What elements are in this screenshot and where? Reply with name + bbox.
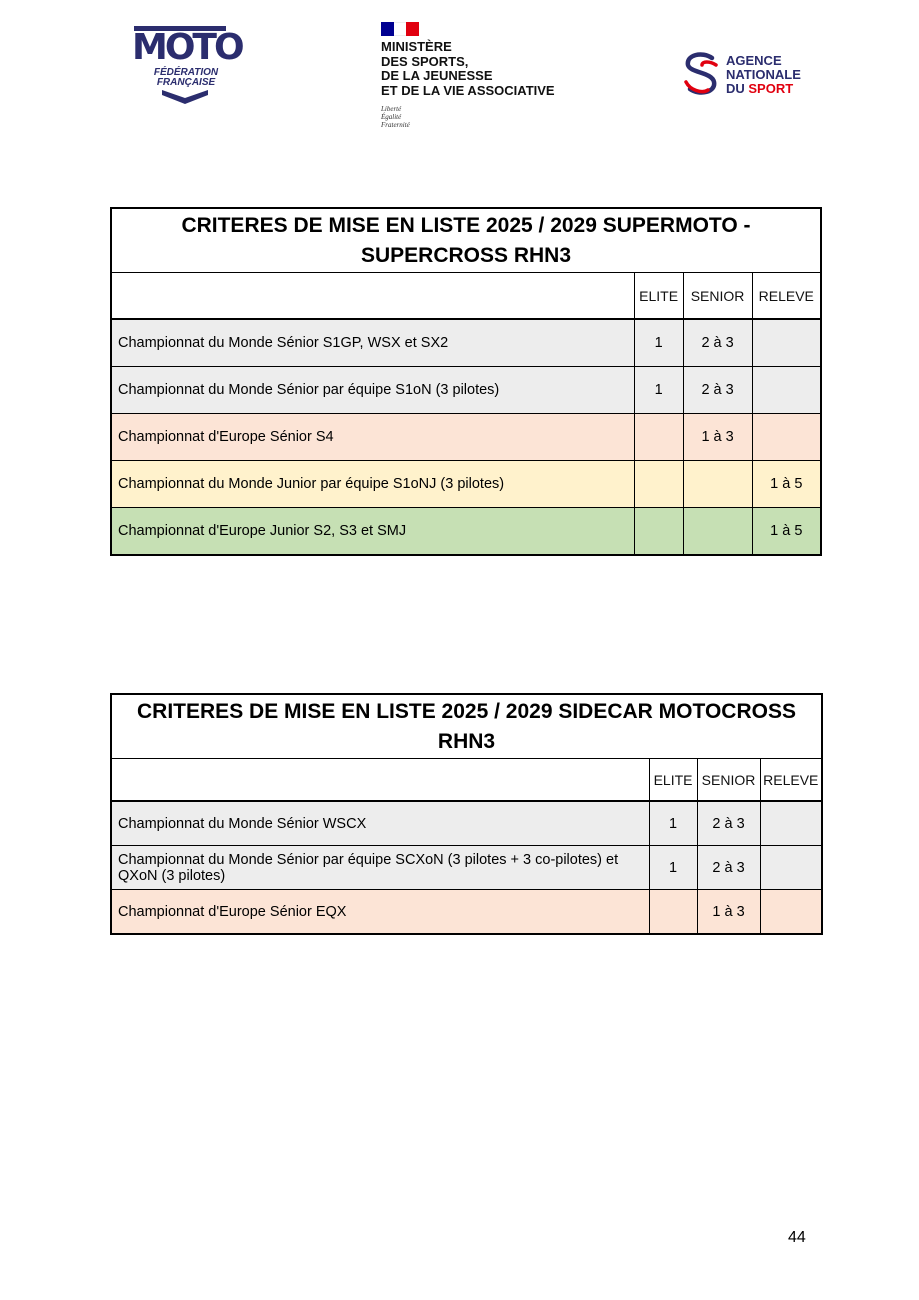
- row-label: Championnat du Monde Sénior par équipe S1oN (3 pilotes): [111, 367, 634, 414]
- ans-line1: AGENCE: [726, 53, 782, 68]
- row-elite: 1: [649, 846, 697, 890]
- french-flag-icon: [381, 22, 419, 36]
- row-label: Championnat d'Europe Sénior EQX: [111, 890, 649, 935]
- row-label: Championnat du Monde Sénior S1GP, WSX et SX2: [111, 319, 634, 367]
- row-label: Championnat du Monde Sénior WSCX: [111, 801, 649, 846]
- criteria-table-supermoto: [110, 207, 822, 556]
- table-header-row: [111, 759, 822, 802]
- ffm-logo-line1: FÉDÉRATION: [153, 67, 219, 78]
- row-senior: 2 à 3: [697, 801, 760, 846]
- row-elite: [634, 414, 683, 461]
- row-releve: [760, 846, 822, 890]
- row-elite: [634, 508, 683, 556]
- row-releve: [752, 367, 821, 414]
- header-releve: RELEVE: [752, 273, 821, 320]
- row-senior: [683, 508, 752, 556]
- ffm-logo-word: MOTO: [132, 27, 242, 68]
- header-senior: SENIOR: [697, 759, 760, 802]
- row-label: Championnat d'Europe Junior S2, S3 et SMJ: [111, 508, 634, 556]
- row-releve: [752, 414, 821, 461]
- row-senior: 2 à 3: [683, 319, 752, 367]
- ans-logo: [682, 52, 822, 102]
- page-number: 44: [788, 1229, 806, 1246]
- ffm-logo-subtitle: [146, 68, 226, 88]
- ans-line3-prefix: DU: [726, 81, 749, 96]
- header-elite: ELITE: [634, 273, 683, 320]
- row-senior: 2 à 3: [683, 367, 752, 414]
- row-releve: 1 à 5: [752, 461, 821, 508]
- ans-name: [726, 54, 801, 96]
- chevron-down-icon: [162, 90, 208, 104]
- table-row: [111, 890, 822, 935]
- row-senior: 1 à 3: [683, 414, 752, 461]
- ans-s-icon: [682, 52, 722, 100]
- table-row: [111, 846, 822, 890]
- row-releve: [752, 319, 821, 367]
- table-row: [111, 414, 821, 461]
- row-senior: 1 à 3: [697, 890, 760, 935]
- ministere-name: MINISTÈRE DES SPORTS, DE LA JEUNESSE ET DE LA VIE ASSOCIATIVE: [381, 39, 555, 98]
- row-senior: [683, 461, 752, 508]
- row-elite: [649, 890, 697, 935]
- row-elite: 1: [634, 319, 683, 367]
- table-row: [111, 508, 821, 556]
- ffm-logo: [128, 24, 240, 106]
- ministere-motto: Liberté Égalité Fraternité: [381, 105, 410, 129]
- row-senior: 2 à 3: [697, 846, 760, 890]
- ans-line3-accent: SPORT: [748, 81, 794, 96]
- row-label: Championnat du Monde Sénior par équipe SCXoN (3 pilotes + 3 co-pilotes) et QXoN (3 pilotes): [111, 846, 649, 890]
- ans-line2: NATIONALE: [726, 67, 801, 82]
- row-releve: [760, 801, 822, 846]
- table-title: CRITERES DE MISE EN LISTE 2025 / 2029 SUPERMOTO - SUPERCROSS RHN3: [111, 208, 821, 273]
- row-elite: 1: [649, 801, 697, 846]
- header-senior: SENIOR: [683, 273, 752, 320]
- header-elite: ELITE: [649, 759, 697, 802]
- row-elite: [634, 461, 683, 508]
- ffm-logo-line2: FRANÇAISE: [156, 77, 216, 88]
- row-label: Championnat d'Europe Sénior S4: [111, 414, 634, 461]
- row-releve: [760, 890, 822, 935]
- header-releve: RELEVE: [760, 759, 822, 802]
- table-header-row: [111, 273, 821, 320]
- table-row: [111, 367, 821, 414]
- ministere-logo: [381, 22, 591, 137]
- row-releve: 1 à 5: [752, 508, 821, 556]
- table-row: [111, 319, 821, 367]
- row-elite: 1: [634, 367, 683, 414]
- table-row: [111, 801, 822, 846]
- header-cell-empty: [111, 759, 649, 802]
- row-label: Championnat du Monde Junior par équipe S1oNJ (3 pilotes): [111, 461, 634, 508]
- table-title: CRITERES DE MISE EN LISTE 2025 / 2029 SIDECAR MOTOCROSS RHN3: [111, 694, 822, 759]
- criteria-table-sidecar: [110, 693, 823, 935]
- header-cell-empty: [111, 273, 634, 320]
- table-row: [111, 461, 821, 508]
